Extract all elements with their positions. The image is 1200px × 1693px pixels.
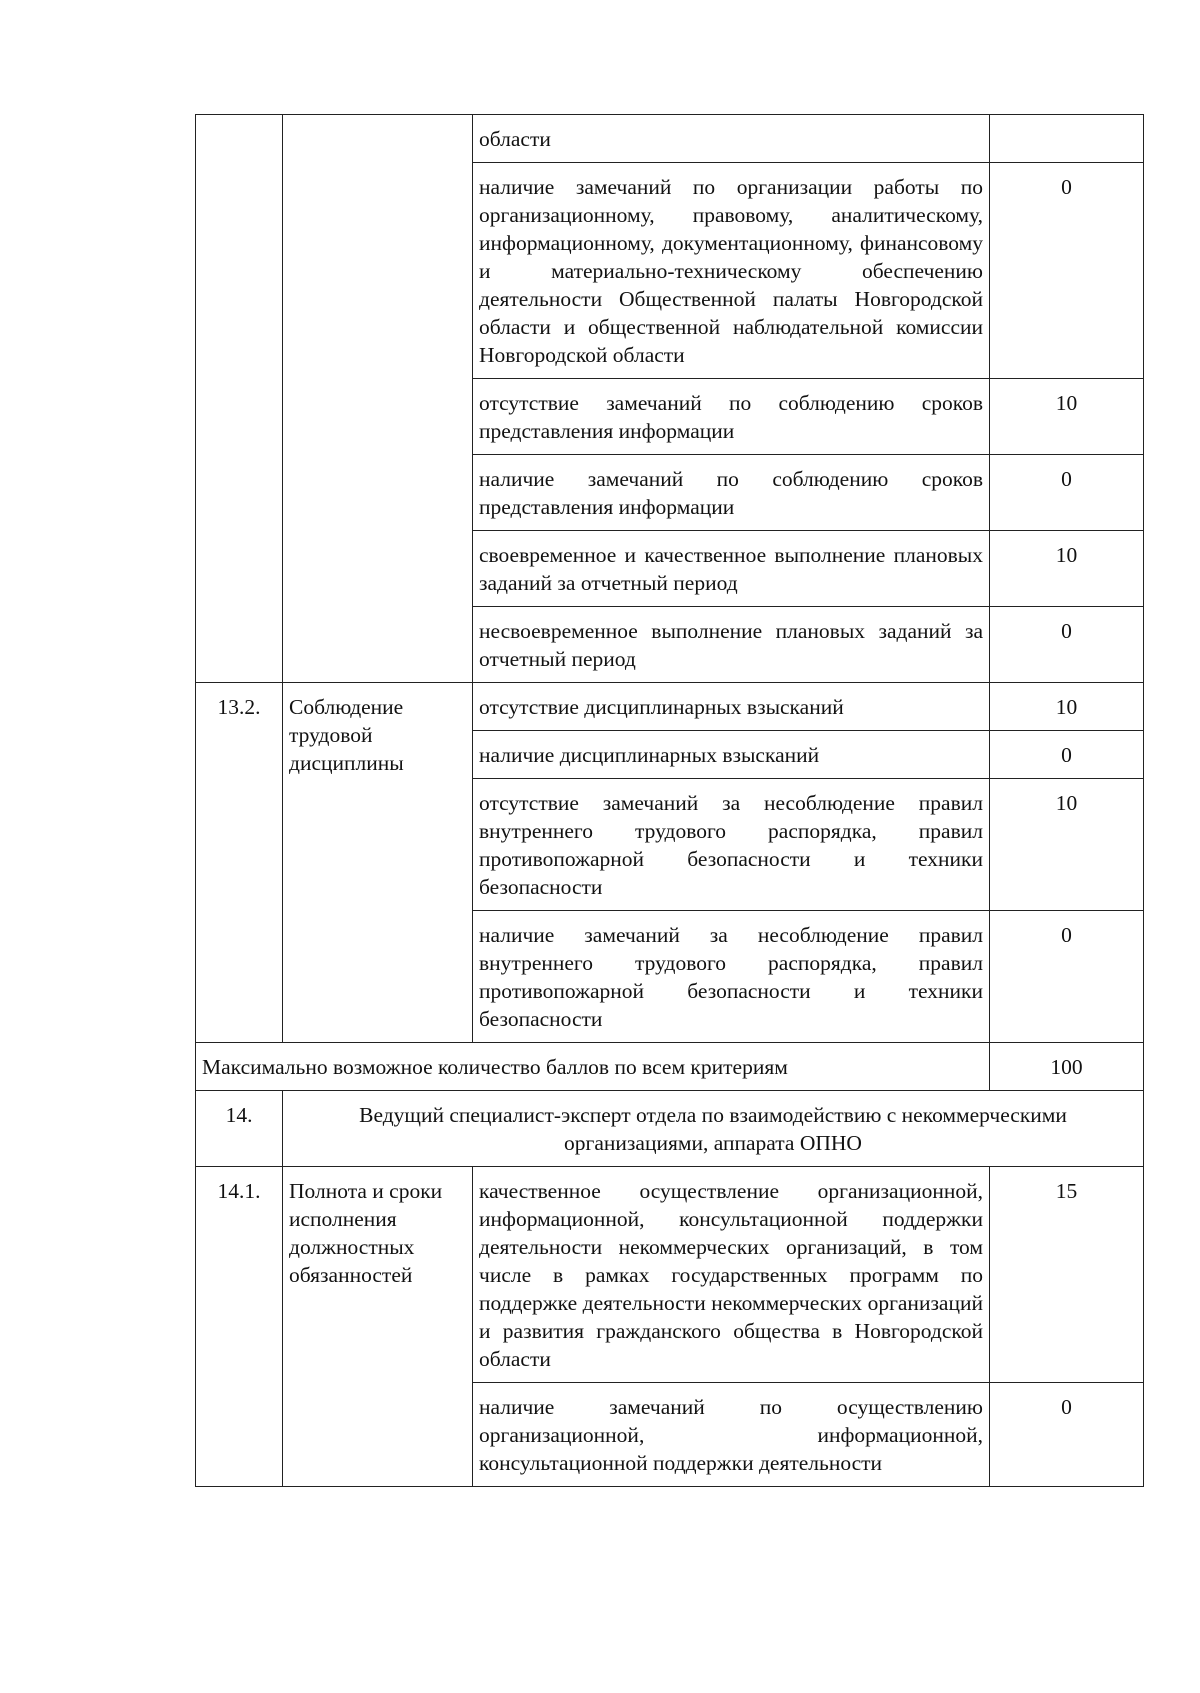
section-header-row: [196, 1091, 1144, 1167]
name-cell: [283, 115, 473, 683]
item-name: Полнота и сроки исполнения должностных обязанностей: [283, 1167, 473, 1487]
score-cell: 0: [990, 731, 1144, 779]
criteria-table: [195, 114, 1144, 1487]
total-score: 100: [990, 1043, 1144, 1091]
score-cell: 0: [990, 911, 1144, 1043]
criterion-cell: качественное осуществление организационной, информационной, консультационной поддержки деятельности некоммерческих организаций, в том числе в рамках государственных программ по поддержке деятельности некоммерческих организаций и развития гражданского общества в Новгородской области: [473, 1167, 990, 1383]
score-cell: 10: [990, 683, 1144, 731]
table-row: [196, 1167, 1144, 1383]
criterion-cell: отсутствие дисциплинарных взысканий: [473, 683, 990, 731]
score-cell: 10: [990, 379, 1144, 455]
total-label: Максимально возможное количество баллов по всем критериям: [196, 1043, 990, 1091]
item-name: Соблюдение трудовой дисциплины: [283, 683, 473, 1043]
criterion-cell: несвоевременное выполнение плановых заданий за отчетный период: [473, 607, 990, 683]
score-cell: 10: [990, 531, 1144, 607]
score-cell: 0: [990, 163, 1144, 379]
score-cell: 0: [990, 455, 1144, 531]
number-cell: [196, 115, 283, 683]
item-number: 13.2.: [196, 683, 283, 1043]
criterion-cell: наличие дисциплинарных взысканий: [473, 731, 990, 779]
section-title: Ведущий специалист-эксперт отдела по взаимодействию с некоммерческими организациями, аппарата ОПНО: [283, 1091, 1144, 1167]
table-row: [196, 683, 1144, 731]
score-cell: 15: [990, 1167, 1144, 1383]
score-cell: 10: [990, 779, 1144, 911]
table-row: [196, 115, 1144, 163]
criterion-cell: наличие замечаний по осуществлению организационной, информационной, консультационной поддержки деятельности: [473, 1383, 990, 1487]
item-number: 14.1.: [196, 1167, 283, 1487]
criterion-cell: наличие замечаний по организации работы по организационному, правовому, аналитическому, информационному, документационному, финансовому и материально-техническому обеспечению деятельности Общественной палаты Новгородской области и общественной наблюдательной комиссии Новгородской области: [473, 163, 990, 379]
criterion-cell: отсутствие замечаний за несоблюдение правил внутреннего трудового распорядка, правил противопожарной безопасности и техники безопасности: [473, 779, 990, 911]
section-number: 14.: [196, 1091, 283, 1167]
criterion-cell: области: [473, 115, 990, 163]
criterion-cell: своевременное и качественное выполнение плановых заданий за отчетный период: [473, 531, 990, 607]
criterion-cell: отсутствие замечаний по соблюдению сроков представления информации: [473, 379, 990, 455]
criterion-cell: наличие замечаний по соблюдению сроков представления информации: [473, 455, 990, 531]
score-cell: 0: [990, 607, 1144, 683]
total-row: [196, 1043, 1144, 1091]
criterion-cell: наличие замечаний за несоблюдение правил внутреннего трудового распорядка, правил противопожарной безопасности и техники безопасности: [473, 911, 990, 1043]
score-cell: 0: [990, 1383, 1144, 1487]
score-cell: [990, 115, 1144, 163]
